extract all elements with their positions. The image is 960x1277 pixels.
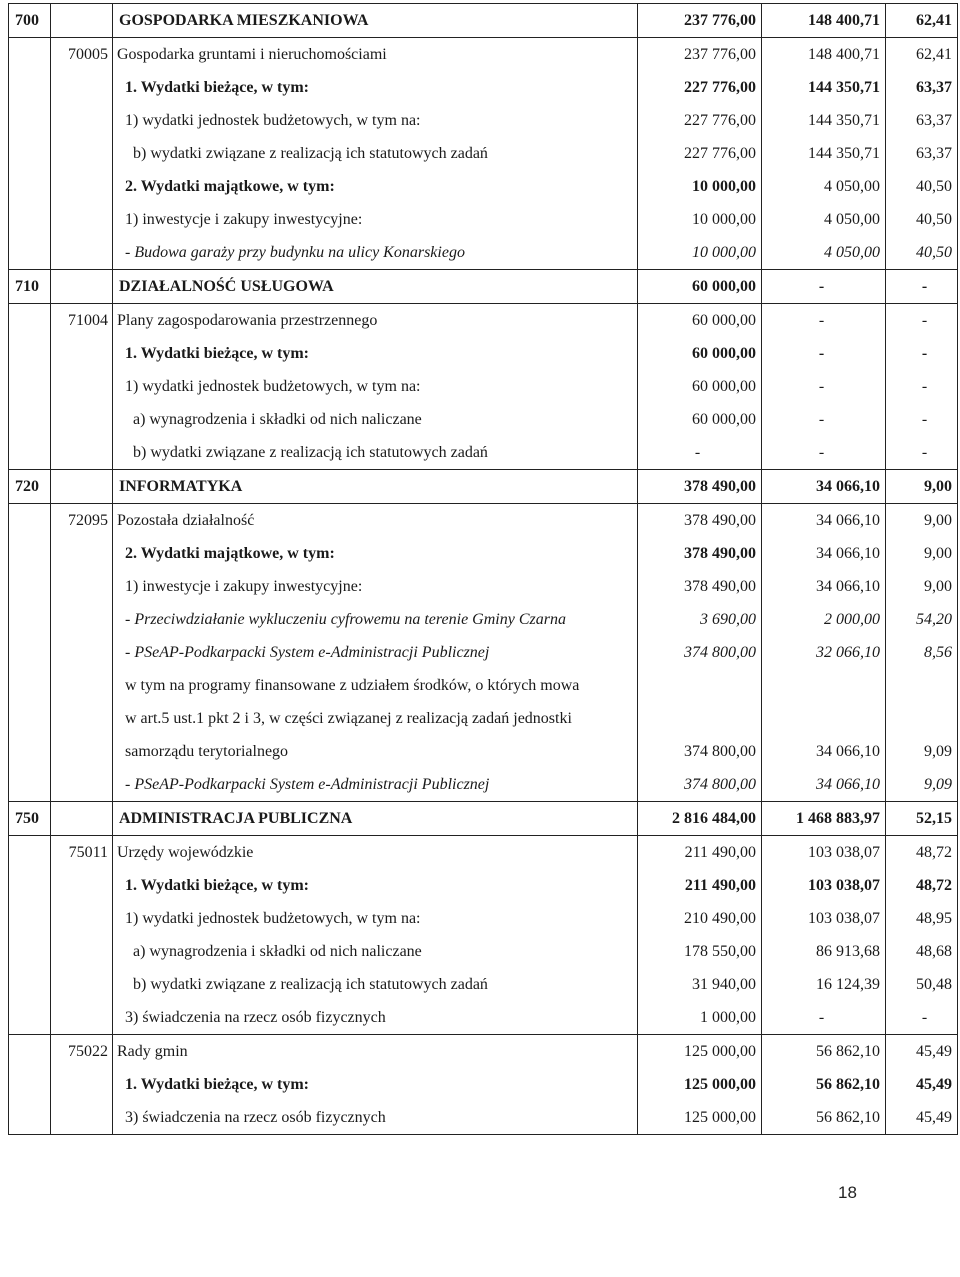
plan-amount-cell: 2 816 484,00 [638,802,762,836]
percent-cell: 40,50 [886,203,958,236]
description-cell: 1) wydatki jednostek budżetowych, w tym na: [113,104,638,137]
percent-cell: 9,00 [886,537,958,570]
division-code-cell [9,902,51,935]
description-cell: 3) świadczenia na rzecz osób fizycznych [113,1001,638,1035]
percent-cell: 40,50 [886,170,958,203]
plan-amount-cell: 374 800,00 [638,636,762,669]
table-row [9,1068,958,1101]
plan-amount-cell: 237 776,00 [638,38,762,72]
division-code-cell [9,370,51,403]
percent-cell: 48,72 [886,836,958,870]
table-row [9,836,958,870]
chapter-code-cell [51,4,113,38]
description-cell: Pozostała działalność [113,504,638,538]
plan-amount-cell: 378 490,00 [638,470,762,504]
executed-amount-cell [762,669,886,702]
description-cell: 1) wydatki jednostek budżetowych, w tym na: [113,370,638,403]
description-cell: INFORMATYKA [113,470,638,504]
chapter-code-cell [51,935,113,968]
chapter-code-cell [51,71,113,104]
description-cell: w art.5 ust.1 pkt 2 i 3, w części związanej z realizacją zadań jednostki [113,702,638,735]
percent-cell: 62,41 [886,38,958,72]
description-cell: a) wynagrodzenia i składki od nich naliczane [113,935,638,968]
executed-amount-cell: - [762,304,886,338]
description-cell: 1. Wydatki bieżące, w tym: [113,1068,638,1101]
executed-amount-cell: 34 066,10 [762,735,886,768]
plan-amount-cell: 3 690,00 [638,603,762,636]
chapter-code-cell [51,137,113,170]
division-code-cell [9,603,51,636]
executed-amount-cell: 103 038,07 [762,902,886,935]
description-cell: a) wynagrodzenia i składki od nich naliczane [113,403,638,436]
chapter-code-cell [51,902,113,935]
executed-amount-cell: 148 400,71 [762,38,886,72]
chapter-code-cell [51,537,113,570]
division-code-cell [9,137,51,170]
description-cell: Rady gmin [113,1035,638,1069]
percent-cell [886,702,958,735]
division-code-cell [9,570,51,603]
plan-amount-cell: 125 000,00 [638,1068,762,1101]
executed-amount-cell: 103 038,07 [762,869,886,902]
chapter-code-cell [51,802,113,836]
executed-amount-cell: 34 066,10 [762,470,886,504]
percent-cell: 45,49 [886,1101,958,1135]
percent-cell: - [886,337,958,370]
executed-amount-cell: 56 862,10 [762,1035,886,1069]
executed-amount-cell: 56 862,10 [762,1068,886,1101]
percent-cell: 45,49 [886,1035,958,1069]
plan-amount-cell: 125 000,00 [638,1101,762,1135]
executed-amount-cell: - [762,370,886,403]
percent-cell: 63,37 [886,104,958,137]
plan-amount-cell: 60 000,00 [638,370,762,403]
division-code-cell [9,1001,51,1035]
percent-cell: - [886,370,958,403]
plan-amount-cell [638,702,762,735]
percent-cell: - [886,1001,958,1035]
division-code-cell: 710 [9,270,51,304]
executed-amount-cell: 34 066,10 [762,570,886,603]
chapter-code-cell [51,636,113,669]
chapter-code-cell [51,768,113,802]
plan-amount-cell: 210 490,00 [638,902,762,935]
percent-cell: 63,37 [886,137,958,170]
chapter-code-cell [51,1068,113,1101]
description-cell: 1. Wydatki bieżące, w tym: [113,71,638,104]
table-row [9,170,958,203]
chapter-code-cell: 70005 [51,38,113,72]
executed-amount-cell [762,702,886,735]
description-cell: DZIAŁALNOŚĆ USŁUGOWA [113,270,638,304]
table-row [9,735,958,768]
description-cell: Plany zagospodarowania przestrzennego [113,304,638,338]
executed-amount-cell: - [762,270,886,304]
plan-amount-cell: - [638,436,762,470]
description-cell: GOSPODARKA MIESZKANIOWA [113,4,638,38]
plan-amount-cell: 60 000,00 [638,270,762,304]
percent-cell: 48,68 [886,935,958,968]
description-cell: 1) wydatki jednostek budżetowych, w tym na: [113,902,638,935]
division-code-cell [9,935,51,968]
executed-amount-cell: 34 066,10 [762,768,886,802]
table-row [9,137,958,170]
executed-amount-cell: 34 066,10 [762,504,886,538]
percent-cell: 9,00 [886,470,958,504]
division-code-cell [9,1101,51,1135]
table-row [9,4,958,38]
table-row [9,436,958,470]
plan-amount-cell: 211 490,00 [638,836,762,870]
plan-amount-cell: 227 776,00 [638,104,762,137]
table-row [9,968,958,1001]
division-code-cell [9,236,51,270]
division-code-cell [9,1035,51,1069]
executed-amount-cell: 16 124,39 [762,968,886,1001]
plan-amount-cell: 125 000,00 [638,1035,762,1069]
executed-amount-cell: 4 050,00 [762,170,886,203]
percent-cell: 45,49 [886,1068,958,1101]
table-row [9,902,958,935]
executed-amount-cell: 56 862,10 [762,1101,886,1135]
percent-cell: 48,72 [886,869,958,902]
plan-amount-cell: 374 800,00 [638,735,762,768]
executed-amount-cell: - [762,436,886,470]
executed-amount-cell: 34 066,10 [762,537,886,570]
percent-cell: - [886,270,958,304]
executed-amount-cell: 1 468 883,97 [762,802,886,836]
executed-amount-cell: - [762,403,886,436]
executed-amount-cell: 2 000,00 [762,603,886,636]
description-cell: b) wydatki związane z realizacją ich statutowych zadań [113,436,638,470]
description-cell: 2. Wydatki majątkowe, w tym: [113,170,638,203]
description-cell: Gospodarka gruntami i nieruchomościami [113,38,638,72]
percent-cell: 8,56 [886,636,958,669]
division-code-cell [9,1068,51,1101]
percent-cell: 62,41 [886,4,958,38]
description-cell: 1. Wydatki bieżące, w tym: [113,869,638,902]
description-cell: 1) inwestycje i zakupy inwestycyjne: [113,570,638,603]
description-cell: 2. Wydatki majątkowe, w tym: [113,537,638,570]
description-cell: 1. Wydatki bieżące, w tym: [113,337,638,370]
percent-cell: 9,09 [886,768,958,802]
chapter-code-cell [51,702,113,735]
table-row [9,38,958,72]
percent-cell: 52,15 [886,802,958,836]
chapter-code-cell [51,270,113,304]
executed-amount-cell: 32 066,10 [762,636,886,669]
plan-amount-cell: 10 000,00 [638,236,762,270]
table-row [9,236,958,270]
division-code-cell [9,836,51,870]
executed-amount-cell: 144 350,71 [762,137,886,170]
plan-amount-cell: 378 490,00 [638,570,762,603]
division-code-cell: 750 [9,802,51,836]
division-code-cell [9,869,51,902]
percent-cell: 48,95 [886,902,958,935]
description-cell: - Budowa garaży przy budynku na ulicy Konarskiego [113,236,638,270]
chapter-code-cell [51,236,113,270]
percent-cell: - [886,304,958,338]
percent-cell: 9,00 [886,570,958,603]
division-code-cell [9,104,51,137]
chapter-code-cell [51,735,113,768]
percent-cell [886,669,958,702]
description-cell: b) wydatki związane z realizacją ich statutowych zadań [113,137,638,170]
plan-amount-cell: 237 776,00 [638,4,762,38]
plan-amount-cell [638,669,762,702]
table-row [9,636,958,669]
division-code-cell [9,203,51,236]
chapter-code-cell [51,203,113,236]
plan-amount-cell: 378 490,00 [638,504,762,538]
chapter-code-cell: 71004 [51,304,113,338]
plan-amount-cell: 378 490,00 [638,537,762,570]
table-row [9,537,958,570]
executed-amount-cell: 148 400,71 [762,4,886,38]
executed-amount-cell: - [762,1001,886,1035]
percent-cell: 9,09 [886,735,958,768]
description-cell: 3) świadczenia na rzecz osób fizycznych [113,1101,638,1135]
division-code-cell [9,38,51,72]
executed-amount-cell: 4 050,00 [762,203,886,236]
plan-amount-cell: 10 000,00 [638,170,762,203]
division-code-cell [9,636,51,669]
division-code-cell [9,669,51,702]
percent-cell: 50,48 [886,968,958,1001]
chapter-code-cell [51,968,113,1001]
table-row [9,1101,958,1135]
plan-amount-cell: 60 000,00 [638,403,762,436]
chapter-code-cell [51,370,113,403]
plan-amount-cell: 60 000,00 [638,337,762,370]
division-code-cell [9,504,51,538]
chapter-code-cell [51,104,113,137]
table-row [9,104,958,137]
table-row [9,1001,958,1035]
table-row [9,370,958,403]
plan-amount-cell: 31 940,00 [638,968,762,1001]
chapter-code-cell [51,1001,113,1035]
plan-amount-cell: 374 800,00 [638,768,762,802]
chapter-code-cell [51,669,113,702]
division-code-cell [9,735,51,768]
table-row [9,669,958,702]
division-code-cell [9,170,51,203]
percent-cell: - [886,436,958,470]
expenditure-table [8,3,958,1135]
budget-expenditure-table-page [8,3,952,1135]
table-row [9,802,958,836]
percent-cell: 9,00 [886,504,958,538]
chapter-code-cell [51,436,113,470]
division-code-cell [9,702,51,735]
table-row [9,603,958,636]
chapter-code-cell [51,869,113,902]
chapter-code-cell [51,170,113,203]
executed-amount-cell: 4 050,00 [762,236,886,270]
description-cell: 1) inwestycje i zakupy inwestycyjne: [113,203,638,236]
chapter-code-cell: 75022 [51,1035,113,1069]
chapter-code-cell [51,470,113,504]
table-row [9,1035,958,1069]
description-cell: w tym na programy finansowane z udziałem środków, o których mowa [113,669,638,702]
description-cell: Urzędy wojewódzkie [113,836,638,870]
executed-amount-cell: 144 350,71 [762,104,886,137]
table-row [9,304,958,338]
executed-amount-cell: 86 913,68 [762,935,886,968]
description-cell: ADMINISTRACJA PUBLICZNA [113,802,638,836]
plan-amount-cell: 60 000,00 [638,304,762,338]
division-code-cell [9,436,51,470]
description-cell: - PSeAP-Podkarpacki System e-Administracji Publicznej [113,636,638,669]
chapter-code-cell: 75011 [51,836,113,870]
chapter-code-cell: 72095 [51,504,113,538]
executed-amount-cell: 103 038,07 [762,836,886,870]
division-code-cell [9,537,51,570]
chapter-code-cell [51,570,113,603]
plan-amount-cell: 211 490,00 [638,869,762,902]
executed-amount-cell: - [762,337,886,370]
table-row [9,71,958,104]
table-row [9,504,958,538]
chapter-code-cell [51,1101,113,1135]
plan-amount-cell: 227 776,00 [638,71,762,104]
percent-cell: 63,37 [886,71,958,104]
plan-amount-cell: 10 000,00 [638,203,762,236]
description-cell: b) wydatki związane z realizacją ich statutowych zadań [113,968,638,1001]
page-number: 18 [838,1183,857,1202]
description-cell: - Przeciwdziałanie wykluczeniu cyfrowemu na terenie Gminy Czarna [113,603,638,636]
percent-cell: 54,20 [886,603,958,636]
division-code-cell [9,337,51,370]
table-row [9,768,958,802]
division-code-cell [9,304,51,338]
percent-cell: 40,50 [886,236,958,270]
expenditure-table-body [9,4,958,1135]
table-row [9,270,958,304]
table-row [9,702,958,735]
division-code-cell [9,768,51,802]
description-cell: samorządu terytorialnego [113,735,638,768]
division-code-cell [9,71,51,104]
division-code-cell [9,968,51,1001]
percent-cell: - [886,403,958,436]
table-row [9,203,958,236]
table-row [9,570,958,603]
table-row [9,935,958,968]
plan-amount-cell: 227 776,00 [638,137,762,170]
chapter-code-cell [51,403,113,436]
plan-amount-cell: 178 550,00 [638,935,762,968]
plan-amount-cell: 1 000,00 [638,1001,762,1035]
table-row [9,337,958,370]
table-row [9,403,958,436]
division-code-cell: 720 [9,470,51,504]
chapter-code-cell [51,337,113,370]
executed-amount-cell: 144 350,71 [762,71,886,104]
division-code-cell: 700 [9,4,51,38]
division-code-cell [9,403,51,436]
description-cell: - PSeAP-Podkarpacki System e-Administracji Publicznej [113,768,638,802]
chapter-code-cell [51,603,113,636]
table-row [9,470,958,504]
table-row [9,869,958,902]
